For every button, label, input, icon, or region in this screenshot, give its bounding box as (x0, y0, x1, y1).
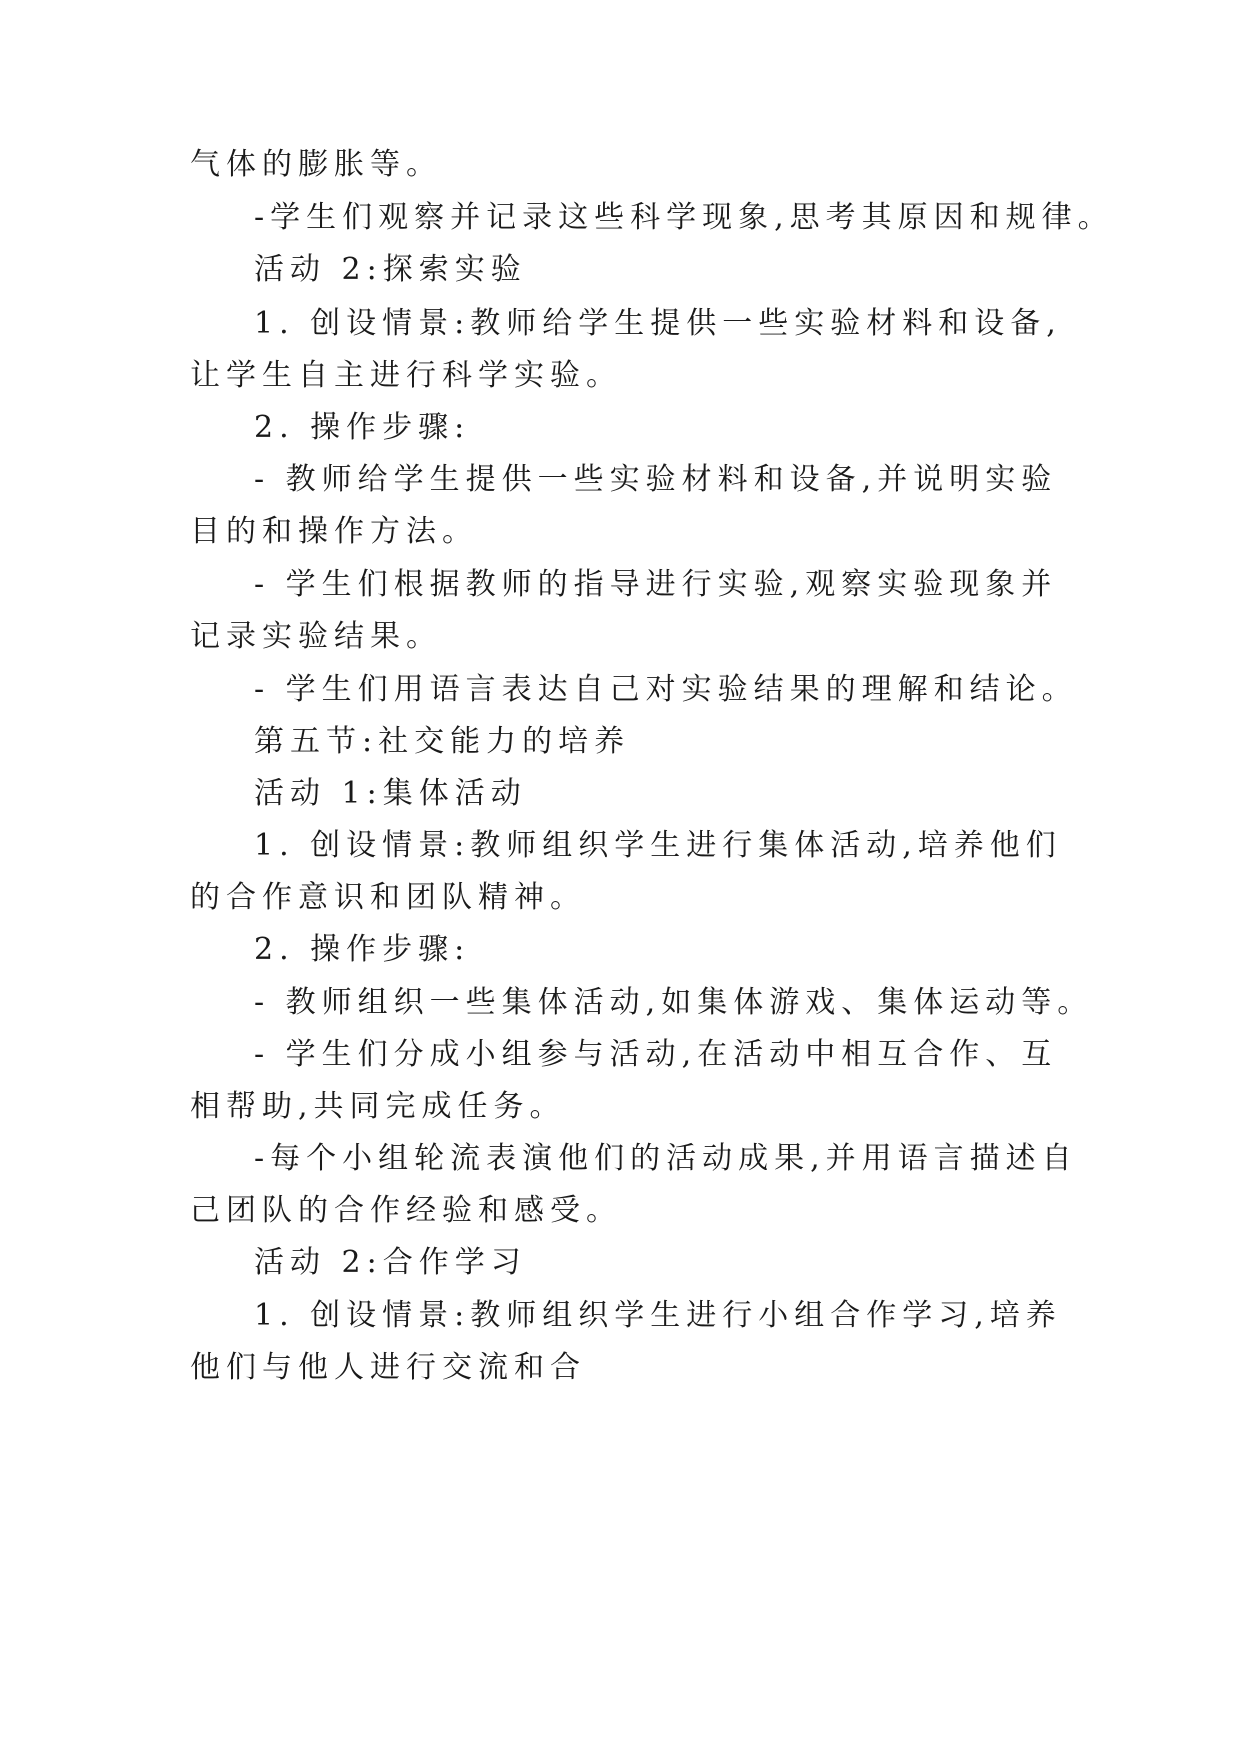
text-line: - 学生们分成小组参与活动,在活动中相互合作、互 (254, 1037, 1058, 1072)
text-line: - 学生们用语言表达自己对实验结果的理解和结论。 (254, 672, 1078, 707)
text-line: 1. 创设情景:教师组织学生进行集体活动,培养他们 (254, 828, 1062, 863)
text-line: - 教师组织一些集体活动,如集体游戏、集体运动等。 (254, 985, 1094, 1020)
section-heading: 第五节:社交能力的培养 (254, 724, 631, 759)
text-line: 的合作意识和团队精神。 (190, 880, 586, 915)
text-line: - 教师给学生提供一些实验材料和设备,并说明实验 (254, 462, 1058, 497)
text-line: 让学生自主进行科学实验。 (190, 358, 622, 393)
text-line: 记录实验结果。 (190, 619, 442, 654)
text-line: - 学生们根据教师的指导进行实验,观察实验现象并 (254, 567, 1058, 602)
text-line: 1. 创设情景:教师给学生提供一些实验材料和设备, (254, 306, 1062, 341)
text-line: 2. 操作步骤: (254, 932, 471, 967)
text-line: 己团队的合作经验和感受。 (190, 1193, 622, 1228)
text-line: 目的和操作方法。 (190, 514, 478, 549)
section-heading: 活动 1:集体活动 (254, 776, 527, 811)
text-line: 他们与他人进行交流和合 (190, 1350, 586, 1385)
text-line: 气体的膨胀等。 (190, 147, 442, 182)
text-line: 2. 操作步骤: (254, 410, 471, 445)
text-line: -每个小组轮流表演他们的活动成果,并用语言描述自 (254, 1141, 1078, 1176)
text-line: 相帮助,共同完成任务。 (190, 1089, 566, 1124)
text-line: 1. 创设情景:教师组织学生进行小组合作学习,培养 (254, 1298, 1062, 1333)
text-line: -学生们观察并记录这些科学现象,思考其原因和规律。 (254, 200, 1114, 235)
section-heading: 活动 2:合作学习 (254, 1245, 527, 1280)
section-heading: 活动 2:探索实验 (254, 252, 527, 287)
